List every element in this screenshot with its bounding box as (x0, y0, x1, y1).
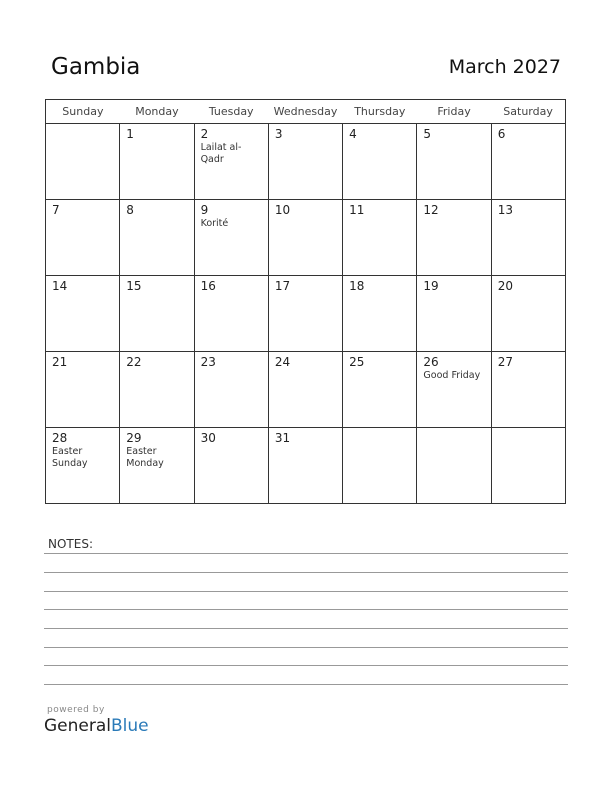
week-row (46, 200, 566, 276)
day-cell (343, 124, 417, 200)
day-cell (194, 200, 268, 276)
day-cell (268, 428, 342, 504)
day-number: 9 (200, 203, 209, 217)
day-cell (417, 200, 491, 276)
day-number: 19 (423, 279, 439, 293)
weekday-thursday: Thursday (343, 100, 417, 124)
day-cell (120, 428, 194, 504)
day-number: 23 (200, 355, 216, 369)
note-line (44, 665, 568, 666)
country-title: Gambia (51, 54, 141, 80)
day-number: 18 (349, 279, 365, 293)
day-number: 3 (274, 127, 283, 141)
day-number: 4 (349, 127, 357, 141)
weekday-friday: Friday (417, 100, 491, 124)
weekday-saturday: Saturday (491, 100, 565, 124)
day-number: 27 (497, 355, 513, 369)
day-cell (491, 428, 565, 504)
day-cell (417, 352, 491, 428)
day-number: 28 (52, 431, 68, 445)
brand-blue: Blue (111, 716, 149, 736)
weekday-tuesday: Tuesday (194, 100, 268, 124)
day-cell (268, 200, 342, 276)
day-number: 22 (126, 355, 142, 369)
notes-label: NOTES: (48, 537, 93, 551)
note-line (44, 553, 568, 554)
note-line (44, 647, 568, 648)
weekday-monday: Monday (120, 100, 194, 124)
week-row (46, 352, 566, 428)
day-cell (120, 200, 194, 276)
day-number: 25 (349, 355, 365, 369)
month-year-title: March 2027 (448, 56, 561, 78)
day-cell (120, 352, 194, 428)
day-number: 13 (497, 203, 513, 217)
week-row (46, 428, 566, 504)
note-line (44, 628, 568, 629)
day-cell (194, 428, 268, 504)
day-cell (417, 428, 491, 504)
note-line (44, 684, 568, 685)
note-line (44, 609, 568, 610)
day-cell (491, 276, 565, 352)
day-number: 7 (52, 203, 60, 217)
week-row (46, 124, 566, 200)
day-cell (343, 428, 417, 504)
day-cell (46, 428, 120, 504)
weekday-header-row (46, 100, 566, 124)
day-cell (46, 276, 120, 352)
day-number: 2 (200, 127, 209, 141)
day-cell (343, 200, 417, 276)
weekday-sunday: Sunday (46, 100, 120, 124)
day-number: 14 (52, 279, 68, 293)
day-cell (491, 124, 565, 200)
day-number: 26 (423, 355, 439, 369)
day-cell (194, 276, 268, 352)
weekday-wednesday: Wednesday (268, 100, 342, 124)
day-cell (268, 352, 342, 428)
day-number: 30 (200, 431, 216, 445)
day-cell (268, 276, 342, 352)
day-cell (343, 352, 417, 428)
day-cell (491, 200, 565, 276)
generalblue-logo[interactable] (44, 716, 149, 736)
day-cell (194, 352, 268, 428)
day-cell (46, 352, 120, 428)
day-cell (268, 124, 342, 200)
day-number: 8 (126, 203, 134, 217)
note-line (44, 591, 568, 592)
week-row (46, 276, 566, 352)
day-cell (46, 124, 120, 200)
day-cell (120, 124, 194, 200)
note-line (44, 572, 568, 573)
powered-by-text: powered by (47, 705, 105, 715)
day-number: 10 (274, 203, 291, 217)
day-cell (417, 124, 491, 200)
holiday-label: Lailat al- Qadr (200, 142, 242, 165)
day-number: 20 (497, 279, 513, 293)
holiday-label: Good Friday (423, 370, 481, 381)
day-cell (194, 124, 268, 200)
day-number: 29 (126, 431, 142, 445)
day-cell (343, 276, 417, 352)
day-number: 12 (423, 203, 439, 217)
day-number: 17 (274, 279, 291, 293)
day-number: 1 (126, 127, 134, 141)
day-number: 24 (274, 355, 291, 369)
calendar-grid (45, 99, 566, 504)
holiday-label: Easter Sunday (52, 446, 88, 469)
day-number: 21 (52, 355, 68, 369)
day-number: 16 (200, 279, 216, 293)
day-cell (417, 276, 491, 352)
day-number: 11 (349, 203, 365, 217)
holiday-label: Easter Monday (126, 446, 164, 469)
holiday-label: Korité (200, 218, 229, 229)
brand-general: General (44, 716, 111, 736)
day-number: 5 (423, 127, 432, 141)
day-cell (46, 200, 120, 276)
day-cell (491, 352, 565, 428)
day-number: 31 (274, 431, 291, 445)
day-number: 6 (497, 127, 506, 141)
day-cell (120, 276, 194, 352)
day-number: 15 (126, 279, 142, 293)
